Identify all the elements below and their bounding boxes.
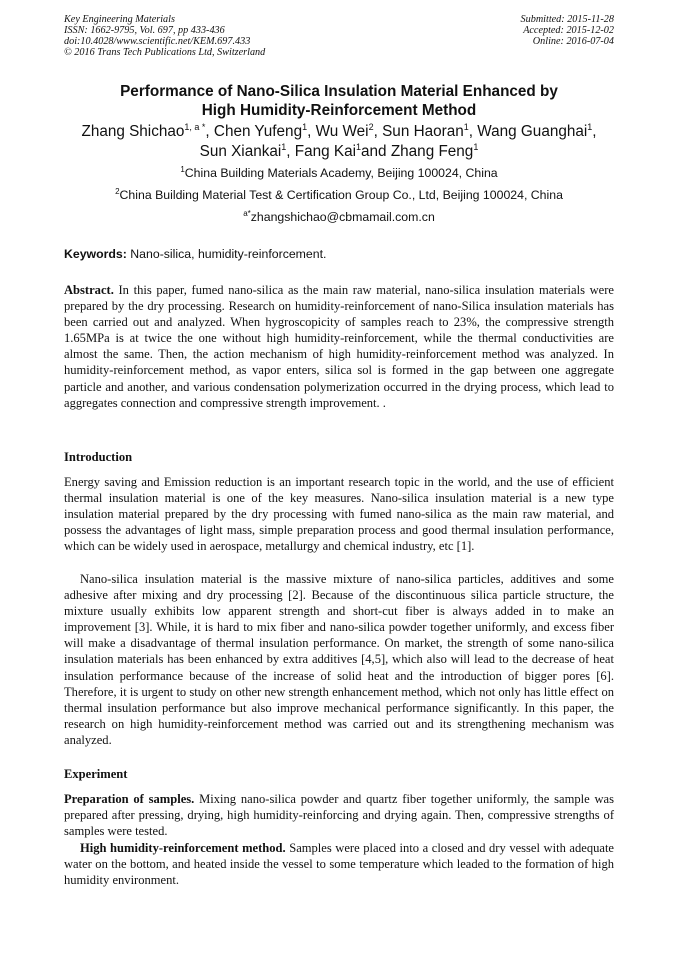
affiliation-2 bbox=[40, 188, 638, 203]
author-affiliation-mark: 1 bbox=[473, 141, 479, 152]
journal-info bbox=[64, 14, 265, 58]
copyright-line: © 2016 Trans Tech Publications Ltd, Switzerland bbox=[64, 47, 266, 58]
author-name: Sun Xiankai bbox=[199, 143, 282, 160]
paper-title bbox=[40, 82, 638, 120]
affiliation-mark: 1 bbox=[180, 164, 185, 174]
keywords bbox=[64, 247, 614, 262]
abstract-label: Abstract. bbox=[64, 283, 114, 297]
author-separator: , bbox=[307, 123, 316, 140]
issn-line: ISSN: 1662-9795, Vol. 697, pp 433-436 bbox=[64, 25, 225, 36]
abstract bbox=[64, 282, 614, 411]
author-name: Sun Haoran bbox=[382, 123, 464, 140]
keywords-text: Nano-silica, humidity-reinforcement. bbox=[126, 247, 327, 261]
humidity-method-label: High humidity-reinforcement method. bbox=[80, 841, 286, 855]
author-name: Fang Kai bbox=[294, 143, 357, 160]
author-separator: , bbox=[592, 123, 597, 140]
author-separator: , bbox=[286, 143, 295, 160]
affiliation-mark: 2 bbox=[115, 186, 120, 196]
author-affiliation-mark: 1 bbox=[302, 121, 308, 132]
introduction-paragraph-2: Nano-silica insulation material is the massive mixture of nano-silica particles, additives and some adhesive after mixing and dry processing [2]. Because of the discontinuous silica particle structure, the mixture usually exhibits low apparent strength and short-cut fiber is always added in to make an improvement [3]. While, it is hard to mix fiber and nano-silica powder together uniformly, and excess fiber will make a disadvantage of thermal insulation performance. On market, the strength of some nano-silica insulation materials has been enhanced by extra additives [4,5], which also will lead to the decrease of heat insulation performance because of the increase of solid heat and the introduction of bigger pores [6]. Therefore, it is urgent to study on other new strength enhancement method, which not only has little effect on thermal insulation performance but also improve mechanical performance significantly. In this paper, the research on high humidity-reinforcement method was carried out and its strengthening mechanism was analyzed. bbox=[64, 572, 614, 747]
keywords-label: Keywords: bbox=[64, 247, 127, 261]
affiliation-text: China Building Materials Academy, Beijing 100024, China bbox=[184, 166, 498, 180]
author-affiliation-mark: 1 bbox=[281, 141, 287, 152]
experiment-paragraph-2 bbox=[64, 840, 614, 888]
humidity-method-text: Samples were placed into a closed and dry vessel with adequate water on the bottom, and heated inside the vessel to some temperature which leaded to the formation of high humidity environment. bbox=[64, 841, 614, 888]
author-name: Wang Guanghai bbox=[477, 123, 588, 140]
abstract-text: In this paper, fumed nano-silica as the main raw material, nano-silica insulation materials were prepared by the dry processing. Research on humidity-reinforcement of nano-Silica insulation materials has been carried out and analyzed. When hygroscopicity of samples reach to 23%, the compressive strength 1.65MPa is at twice the one without high humidity-reinforcement, while the thermal conductivities are almost the same. Then, the action mechanism of high humidity-reinforcement method was analyzed. In humidity-reinforcement method, as vapor enters, silica sol is formed in the gap between one aggregate particle and another, and various condensation polymerization occurred in the drying process, which lead to aggregates connection and compressive strength improvement. . bbox=[64, 283, 614, 410]
author-separator: , bbox=[468, 123, 478, 140]
author-separator: , bbox=[205, 123, 214, 140]
publication-dates bbox=[521, 14, 614, 47]
accepted-date: Accepted: 2015-12-02 bbox=[523, 25, 614, 36]
author-name: Zhang Feng bbox=[390, 143, 474, 160]
introduction-heading: Introduction bbox=[64, 450, 133, 464]
author-separator: , bbox=[373, 123, 383, 140]
author-affiliation-mark: 1 bbox=[356, 141, 362, 152]
author-affiliation-mark: 2 bbox=[368, 121, 374, 132]
doi-line: doi:10.4028/www.scientific.net/KEM.697.433 bbox=[64, 36, 251, 47]
affiliation-1 bbox=[40, 166, 638, 181]
sample-preparation-label: Preparation of samples. bbox=[64, 792, 195, 806]
title-line-1: Performance of Nano-Silica Insulation Material Enhanced by bbox=[120, 83, 558, 100]
experiment-heading: Experiment bbox=[64, 767, 128, 781]
experiment-paragraph-1 bbox=[64, 791, 614, 839]
corresponding-email bbox=[40, 210, 638, 225]
author-affiliation-mark: 1 bbox=[463, 121, 469, 132]
introduction-paragraph-1: Energy saving and Emission reduction is an important research topic in the world, and the use of efficient thermal insulation material is one of the key measures. Nano-silica insulation material is a new type insulation material prepared by the dry processing with fumed nano-silica as the main raw material, and possess the advantages of light mass, simple preparation process and good thermal insulation performance, which can be widely used in aerospace, metallurgy and chemical industry, etc [1]. bbox=[64, 475, 614, 554]
author-name: Zhang Shichao bbox=[81, 123, 185, 140]
journal-name: Key Engineering Materials bbox=[64, 14, 175, 25]
online-date: Online: 2016-07-04 bbox=[532, 36, 614, 47]
author-separator: and bbox=[361, 143, 391, 160]
submitted-date: Submitted: 2015-11-28 bbox=[520, 14, 614, 25]
author-name: Wu Wei bbox=[315, 123, 369, 140]
author-name: Chen Yufeng bbox=[213, 123, 303, 140]
email-mark: a* bbox=[243, 208, 251, 218]
title-line-2: High Humidity-Reinforcement Method bbox=[201, 102, 477, 119]
author-list bbox=[40, 122, 638, 162]
email-address[interactable]: zhangshichao@cbmamail.com.cn bbox=[250, 210, 435, 224]
author-affiliation-mark: 1, a * bbox=[184, 121, 206, 132]
author-affiliation-mark: 1 bbox=[587, 121, 593, 132]
affiliation-text: China Building Material Test & Certification Group Co., Ltd, Beijing 100024, China bbox=[119, 188, 563, 202]
sample-preparation-text: Mixing nano-silica powder and quartz fiber together uniformly, the sample was prepared after pressing, drying, high humidity-reinforcing and drying again. Then, compressive strengths of samples were tested. bbox=[64, 792, 614, 839]
